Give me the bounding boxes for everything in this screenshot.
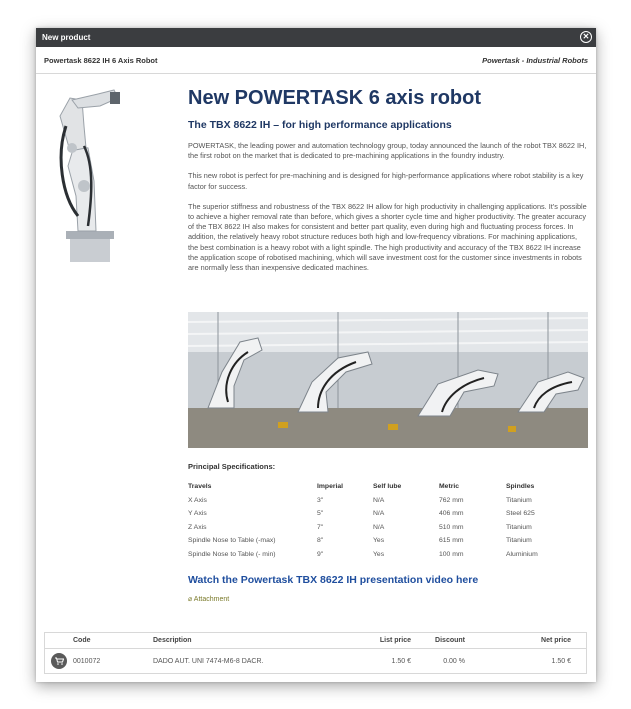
spec-row [188,534,588,548]
video-link[interactable]: Watch the Powertask TBX 8622 IH presentation video here [188,574,479,586]
robot-image [48,86,128,264]
spec-cell: Aluminium [506,550,538,558]
spec-cell: Yes [373,537,385,545]
pricing-header-net-price: Net price [541,637,571,644]
spec-row [188,507,588,521]
spec-cell: 406 mm [439,510,464,518]
pricing-net-price: 1.50 € [551,657,571,665]
spec-cell: 100 mm [439,550,464,558]
spec-cell: 510 mm [439,523,464,531]
spec-title: Principal Specifications: [188,462,276,471]
pricing-list-price: 1.50 € [391,657,411,665]
spec-cell: X Axis [188,496,207,504]
paperclip-icon: ⌀ [188,596,193,603]
spec-header: Imperial [317,483,344,490]
pricing-table [44,632,587,674]
spec-cell: Spindle Nose to Table (-max) [188,537,276,545]
spec-cell: 3" [317,496,324,504]
product-modal [36,28,596,682]
cart-icon [55,657,64,665]
product-name: Powertask 8622 IH 6 Axis Robot [44,56,158,65]
pricing-header-discount: Discount [435,637,465,644]
pricing-discount: 0.00 % [443,657,465,665]
spec-header: Self lube [373,483,402,490]
spec-cell: 9" [317,550,324,558]
spec-cell: N/A [373,523,385,531]
modal-title: New product [42,33,91,42]
spec-cell: Steel 625 [506,510,535,518]
spec-row [188,494,588,508]
spec-cell: 7" [317,523,324,531]
article-paragraph: POWERTASK, the leading power and automation technology group, today announced the launch of the robot TBX 8622 IH, the first robot on the market that is dedicated to pre-machining applications in the foundry industry. [188,141,587,161]
pricing-header-list-price: List price [379,637,411,644]
spec-cell: 5" [317,510,324,518]
article-content [36,74,596,618]
spec-table [188,462,588,562]
spec-cell: 8" [317,537,324,545]
spec-cell: N/A [373,496,385,504]
article-subhead: The TBX 8622 IH – for high performance applications [188,119,452,131]
spec-header: Spindles [506,483,535,490]
close-icon[interactable]: ✕ [580,31,592,43]
spec-row [188,521,588,535]
spec-cell: Titanium [506,537,532,545]
pricing-description: DADO AUT. UNI 7474-M6-8 DACR. [153,657,264,665]
spec-cell: Yes [373,550,385,558]
spec-header-row [188,480,588,494]
spec-cell: Titanium [506,523,532,531]
modal-titlebar [36,28,596,47]
spec-cell: 615 mm [439,537,464,545]
pricing-header-row [45,633,586,649]
article-body [188,86,588,273]
pricing-header-code: Code [73,637,91,644]
add-to-cart-button[interactable] [51,653,67,669]
spec-cell: Titanium [506,496,532,504]
spec-cell: Spindle Nose to Table (- min) [188,550,276,558]
factory-image [188,312,588,448]
product-subheader [36,47,596,74]
pricing-row [45,649,586,673]
spec-cell: Z Axis [188,523,207,531]
spec-cell: 762 mm [439,496,464,504]
spec-cell: Y Axis [188,510,207,518]
article-paragraph: This new robot is perfect for pre-machining and is designed for high-performance applications where robot stability is a key factor for success. [188,171,584,191]
attachment-label: Attachment [193,596,230,603]
article-paragraph: The superior stiffness and robustness of the TBX 8622 IH allow for high productivity in challenging applications. It’s possible to achieve a higher removal rate than before, which gives a shorter cycle time and higher productivity. The greater accuracy of the TBX 8622 IH also makes for consistent and better part quality, even during high and fluctuating process forces. In addition, the relatively heavy robot structure reduces both high and low-frequency vibrations. For machining applications, the best combination is a heavy robot with a light spindle. The high productivity and accuracy of the TBX 8622 IH increase the application scope of robotised machining, which will save investment cost for the customer since investments in robots are normally less than inexpensive dedicated machines. [188,201,587,273]
article-headline: New POWERTASK 6 axis robot [188,87,482,109]
spec-header: Travels [188,483,212,490]
spec-cell: N/A [373,510,385,518]
pricing-code: 0010072 [73,657,101,665]
pricing-header-description: Description [153,637,192,644]
spec-header: Metric [439,483,460,490]
attachment-link[interactable] [188,595,229,603]
spec-row [188,548,588,562]
brand-name: Powertask - Industrial Robots [482,56,588,65]
